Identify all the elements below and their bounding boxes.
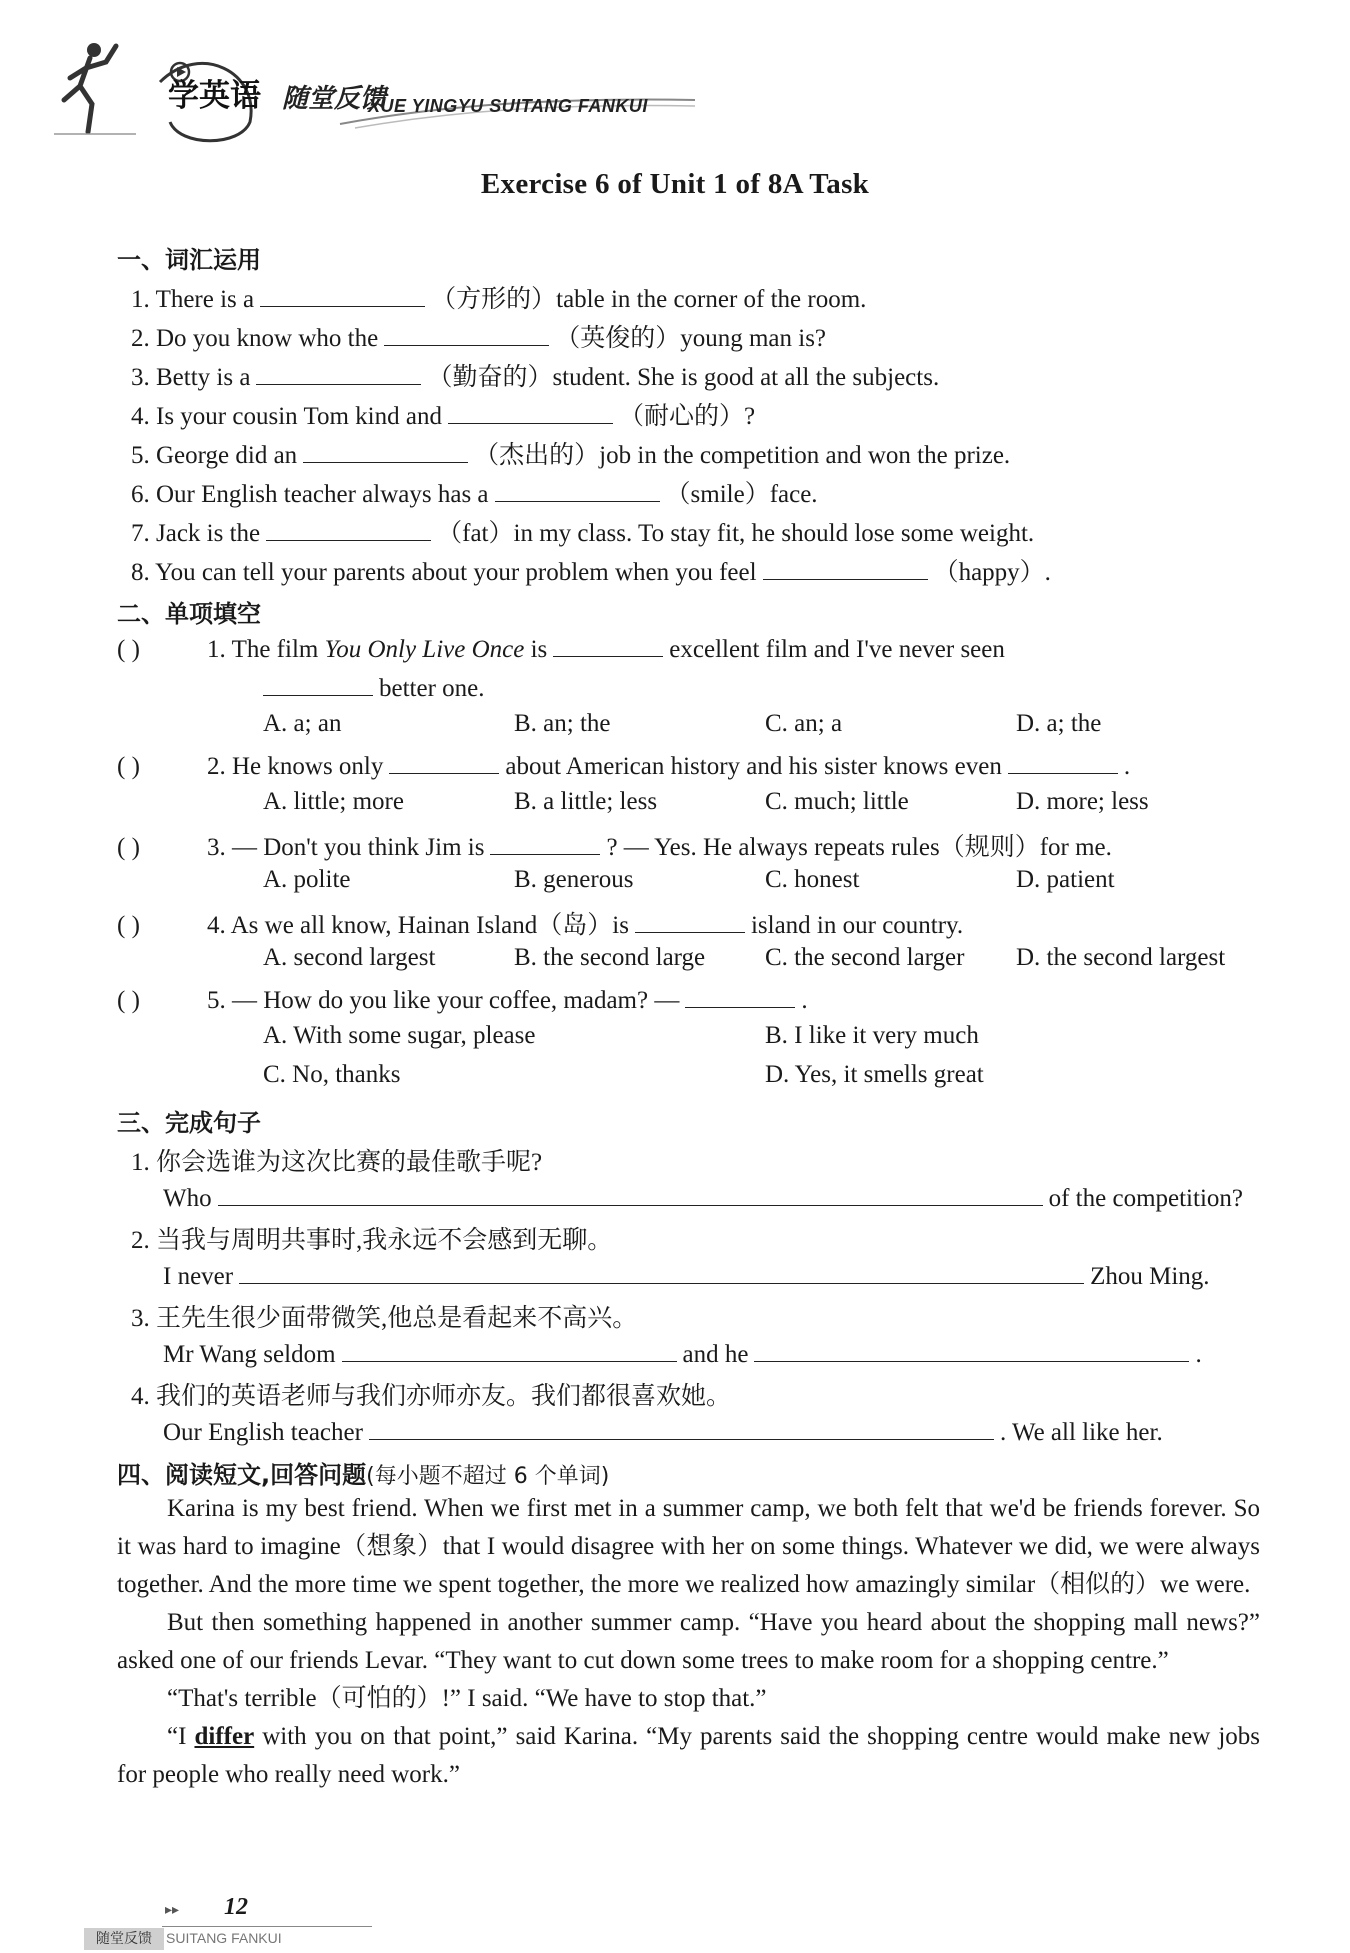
option-d[interactable]: D. the second largest xyxy=(1016,944,1226,971)
answer-blank[interactable] xyxy=(1008,749,1118,774)
page-number: 12 xyxy=(224,1894,248,1920)
option-c[interactable]: C. honest xyxy=(765,866,860,893)
mc-question-3: ( ) 3. — Don't you think Jim is ? — Yes. He always repeats rules（规则）for me. xyxy=(117,827,1112,863)
vocab-item-4: 4. Is your cousin Tom kind and （耐心的）? xyxy=(131,396,755,432)
answer-blank[interactable] xyxy=(384,321,549,346)
vocab-item-6: 6. Our English teacher always has a （smile）face. xyxy=(131,474,818,510)
option-c[interactable]: C. much; little xyxy=(765,788,909,815)
answer-blank[interactable] xyxy=(263,671,373,696)
option-c[interactable]: C. an; a xyxy=(765,710,843,737)
answer-blank[interactable] xyxy=(448,399,613,424)
mc-question-1: ( ) 1. The film You Only Live Once is excellent film and I've never seen xyxy=(117,632,1005,664)
answer-blank[interactable] xyxy=(260,282,425,307)
footer-pinyin: SUITANG FANKUI xyxy=(166,1930,282,1946)
translate-item-4-chinese: 4. 我们的英语老师与我们亦师亦友。我们都很喜欢她。 xyxy=(131,1383,732,1410)
translate-item-3-chinese: 3. 王先生很少面带微笑,他总是看起来不高兴。 xyxy=(131,1305,638,1332)
option-a[interactable]: A. polite xyxy=(263,866,351,893)
answer-blank[interactable] xyxy=(763,555,928,580)
answer-blank[interactable] xyxy=(266,516,431,541)
answer-blank[interactable] xyxy=(490,830,600,855)
mc-question-1-cont: better one. xyxy=(263,671,485,703)
answer-paren[interactable]: ( ) xyxy=(117,753,140,780)
answer-blank[interactable] xyxy=(389,749,499,774)
option-a[interactable]: A. a; an xyxy=(263,710,342,737)
passage-paragraph-3: “That's terrible（可怕的）!” I said. “We have to stop that.” xyxy=(167,1685,767,1712)
mc-question-4: ( ) 4. As we all know, Hainan Island（岛）is island in our country. xyxy=(117,905,963,941)
answer-blank[interactable] xyxy=(303,438,468,463)
vocab-item-2: 2. Do you know who the （英俊的）young man is? xyxy=(131,318,826,354)
passage-paragraph-2: But then something happened in another summer camp. “Have you heard about the shopping mall news?” asked one of our friends Levar. “They want to cut down some trees to make room for a shopping centre.” xyxy=(117,1609,1260,1674)
vocab-item-3: 3. Betty is a （勤奋的）student. She is good at all the subjects. xyxy=(131,357,939,393)
vocab-item-1: 1. There is a （方形的）table in the corner of the room. xyxy=(131,279,866,315)
vocab-item-5: 5. George did an （杰出的）job in the competition and won the prize. xyxy=(131,435,1010,471)
answer-blank[interactable] xyxy=(553,632,663,657)
arrow-icon: ▸▸ xyxy=(165,1902,180,1918)
option-d[interactable]: D. a; the xyxy=(1016,710,1102,737)
passage-paragraph-4: “I differ with you on that point,” said Karina. “My parents said the shopping centre would make new jobs for people who really need work.” xyxy=(117,1723,1261,1788)
option-b[interactable]: B. the second large xyxy=(514,944,706,971)
answer-paren[interactable]: ( ) xyxy=(117,912,140,939)
option-b[interactable]: B. I like it very much xyxy=(765,1022,979,1049)
logo-pinyin: XUE YINGYU SUITANG FANKUI xyxy=(368,96,648,116)
answer-blank[interactable] xyxy=(685,983,795,1008)
section1-heading: 一、词汇运用 xyxy=(117,246,261,274)
runner-icon xyxy=(50,38,140,138)
option-d[interactable]: D. Yes, it smells great xyxy=(765,1061,984,1088)
option-a[interactable]: A. With some sugar, please xyxy=(263,1022,536,1049)
answer-paren[interactable]: ( ) xyxy=(117,834,140,861)
mc-question-5: ( ) 5. — How do you like your coffee, madam? — . xyxy=(117,983,808,1015)
passage-paragraph-1: Karina is my best friend. When we first met in a summer camp, we both felt that we'd be friends forever. So it was hard to imagine（想象）that I would disagree with her on some things. Whatever we did, we were always together. And the more time we spent together, the more we realized how amazingly similar（相似的）we were. xyxy=(117,1495,1260,1598)
answer-blank[interactable] xyxy=(369,1415,994,1440)
footer-label: 随堂反馈 xyxy=(84,1928,164,1950)
option-a[interactable]: A. second largest xyxy=(263,944,436,971)
translate-item-3-line: Mr Wang seldom and he . xyxy=(163,1337,1202,1369)
vocab-item-7: 7. Jack is the （fat）in my class. To stay fit, he should lose some weight. xyxy=(131,513,1034,549)
option-c[interactable]: C. No, thanks xyxy=(263,1061,401,1088)
logo-title: 学英语 xyxy=(168,78,261,114)
option-c[interactable]: C. the second larger xyxy=(765,944,965,971)
option-b[interactable]: B. an; the xyxy=(514,710,611,737)
answer-blank[interactable] xyxy=(495,477,660,502)
answer-blank[interactable] xyxy=(635,908,745,933)
mc-question-2: ( ) 2. He knows only about American history and his sister knows even . xyxy=(117,749,1130,781)
translate-item-4-line: Our English teacher . We all like her. xyxy=(163,1415,1163,1447)
section4-heading: 四、阅读短文,回答问题(每小题不超过 6 个单词) xyxy=(117,1461,610,1489)
page-footer xyxy=(84,1888,384,1948)
section3-heading: 三、完成句子 xyxy=(117,1109,261,1137)
option-b[interactable]: B. generous xyxy=(514,866,634,893)
option-d[interactable]: D. more; less xyxy=(1016,788,1149,815)
footer-rule xyxy=(162,1926,372,1927)
reading-passage xyxy=(117,1490,1260,1794)
translate-item-2-chinese: 2. 当我与周明共事时,我永远不会感到无聊。 xyxy=(131,1227,613,1254)
underlined-word: differ xyxy=(194,1723,255,1750)
option-b[interactable]: B. a little; less xyxy=(514,788,658,815)
logo-subtitle: 随堂反馈 xyxy=(282,84,387,114)
translate-item-2-line: I never Zhou Ming. xyxy=(163,1259,1210,1291)
answer-paren[interactable]: ( ) xyxy=(117,636,140,663)
vocab-item-8: 8. You can tell your parents about your problem when you feel （happy）. xyxy=(131,552,1051,588)
option-d[interactable]: D. patient xyxy=(1016,866,1115,893)
section2-heading: 二、单项填空 xyxy=(117,600,261,628)
header-logo xyxy=(50,30,690,140)
answer-paren[interactable]: ( ) xyxy=(117,987,140,1014)
answer-blank[interactable] xyxy=(754,1337,1189,1362)
translate-item-1-chinese: 1. 你会选谁为这次比赛的最佳歌手呢? xyxy=(131,1149,543,1176)
translate-item-1-line: Who of the competition? xyxy=(163,1181,1243,1213)
answer-blank[interactable] xyxy=(218,1181,1043,1206)
answer-blank[interactable] xyxy=(239,1259,1084,1284)
option-a[interactable]: A. little; more xyxy=(263,788,404,815)
page-title: Exercise 6 of Unit 1 of 8A Task xyxy=(480,168,870,200)
answer-blank[interactable] xyxy=(342,1337,677,1362)
answer-blank[interactable] xyxy=(256,360,421,385)
